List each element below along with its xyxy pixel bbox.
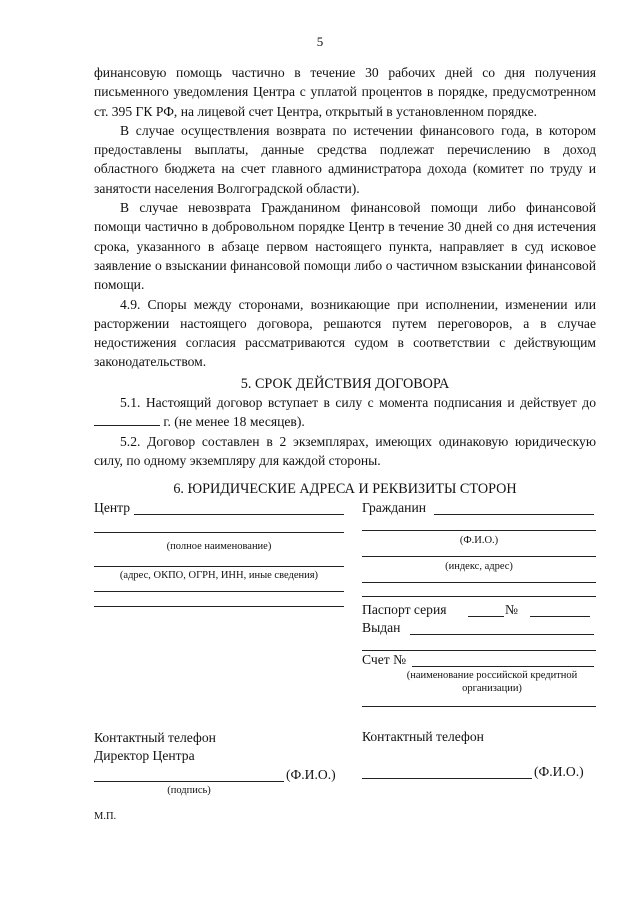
citizen-address-line-2[interactable] <box>362 582 596 583</box>
page-number: 5 <box>316 34 324 49</box>
section-5-text <box>94 393 596 470</box>
issued-label: Выдан <box>362 620 401 635</box>
bank-field[interactable] <box>362 706 596 707</box>
center-name-line[interactable] <box>134 514 344 515</box>
section-6-heading: 6. ЮРИДИЧЕСКИЕ АДРЕСА И РЕКВИЗИТЫ СТОРОН <box>173 481 517 497</box>
citizen-name-line-2[interactable] <box>362 530 596 531</box>
account-label: Счет № <box>362 652 407 667</box>
center-phone-label: Контактный телефон <box>94 730 216 745</box>
paragraph-budget-return: В случае осуществления возврата по истечении финансового года, в котором предоставлены выплаты, данные средства подлежат перечислению в доход областного бюджета на счет главного администратора дохода (комитет по труду и занятости населения Волгоградской области). <box>94 122 596 196</box>
clause-5-1-text: 5.1. Настоящий договор вступает в силу с момента подписания и действует до <box>120 395 596 410</box>
director-label: Директор Центра <box>94 748 195 763</box>
director-fio: (Ф.И.О.) <box>286 767 336 782</box>
passport-series-field[interactable] <box>468 616 504 617</box>
center-name-caption: (полное наименование) <box>166 541 272 552</box>
clause-5-1-term: г. (не менее 18 месяцев). <box>163 414 305 430</box>
body-text <box>94 63 596 372</box>
citizen-address-line-3[interactable] <box>362 596 596 597</box>
stamp-label: М.П. <box>94 811 117 822</box>
signature-caption: (подпись) <box>167 785 211 796</box>
citizen-address-line[interactable] <box>362 556 596 557</box>
clause-5-1 <box>94 393 596 432</box>
citizen-phone-label: Контактный телефон <box>362 729 484 744</box>
end-date-blank[interactable] <box>94 413 160 426</box>
section-5-heading: 5. СРОК ДЕЙСТВИЯ ДОГОВОРА <box>240 376 450 392</box>
passport-number-field[interactable] <box>530 616 590 617</box>
passport-series-label: Паспорт серия <box>362 602 447 617</box>
account-field[interactable] <box>412 666 594 667</box>
center-details-line-3[interactable] <box>94 606 344 607</box>
bank-caption: (наименование российской кредитной организации) <box>406 670 578 694</box>
issued-field-2[interactable] <box>362 650 596 651</box>
center-details-line-2[interactable] <box>94 591 344 592</box>
clause-5-2: 5.2. Договор составлен в 2 экземплярах, имеющих одинаковую юридическую силу, по одному экземпляру для каждой стороны. <box>94 433 596 468</box>
paragraph-4-9-disputes: 4.9. Споры между сторонами, возникающие при исполнении, изменении или расторжении настоящего договора, решаются путем переговоров, а в случае недостижения согласия рассматриваются судом в соответствии с действующим законодательством. <box>94 296 596 370</box>
citizen-fio-caption: (Ф.И.О.) <box>459 535 499 546</box>
citizen-name-line[interactable] <box>434 514 594 515</box>
citizen-label: Гражданин <box>362 500 426 515</box>
paragraph-court-claim: В случае невозврата Гражданином финансовой помощи либо финансовой помощи частично в добровольном порядке Центр в течение 30 дней со дня истечения срока, указанного в абзаце первом настоящего пункта, направляет в суд исковое заявление о взыскании финансовой помощи либо о частичном взыскании финансовой помощи. <box>94 200 596 293</box>
passport-number-label: № <box>505 602 518 617</box>
center-name-line-2[interactable] <box>94 532 344 533</box>
issued-field[interactable] <box>410 634 594 635</box>
citizen-address-caption: (индекс, адрес) <box>445 561 513 572</box>
center-details-line[interactable] <box>94 566 344 567</box>
center-label: Центр <box>94 500 131 515</box>
paragraph-refund-terms: финансовую помощь частично в течение 30 рабочих дней со дня получения письменного уведомления Центра с уплатой процентов в порядке, предусмотренном ст. 395 ГК РФ, на лицевой счет Центра, открытый в установленном порядке. <box>94 65 596 119</box>
director-signature-line[interactable] <box>94 781 284 782</box>
citizen-signature-line[interactable] <box>362 778 532 779</box>
citizen-fio: (Ф.И.О.) <box>534 764 584 779</box>
center-details-caption: (адрес, ОКПО, ОГРН, ИНН, иные сведения) <box>119 570 319 581</box>
